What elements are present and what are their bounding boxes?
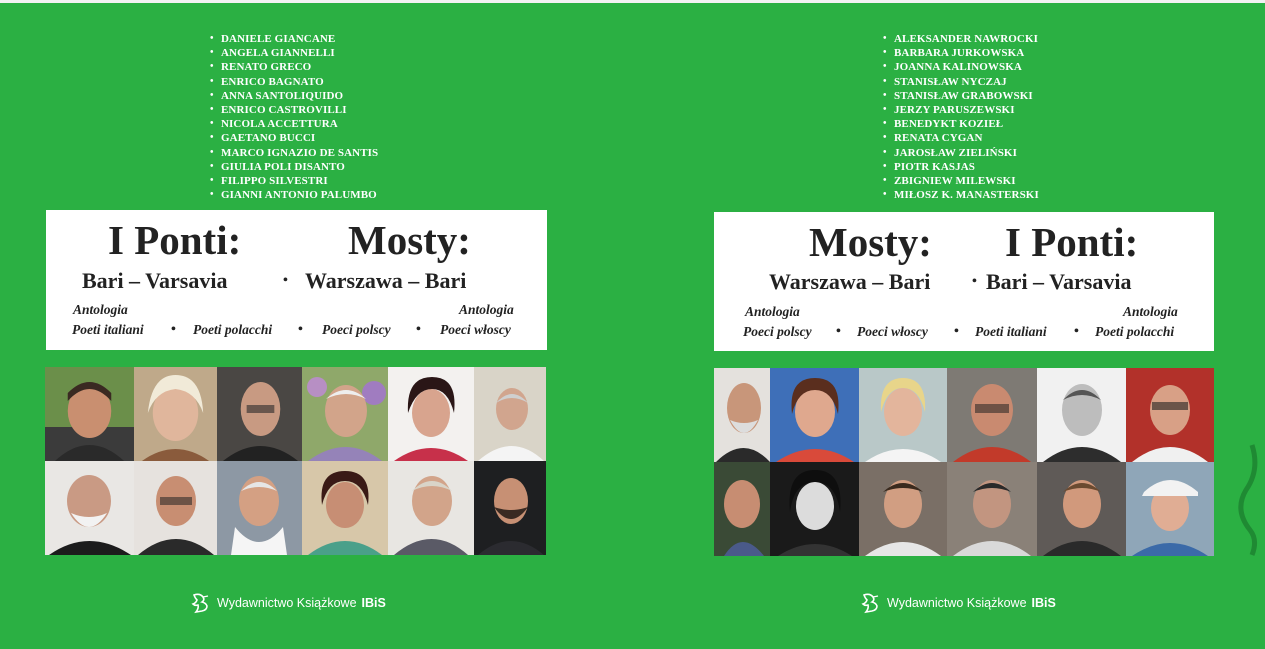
- author-name: • FILIPPO SILVESTRI: [210, 174, 378, 188]
- author-photo: [1126, 368, 1214, 462]
- book-title-italian: I Ponti:: [108, 217, 242, 263]
- author-photo: [859, 462, 947, 556]
- subtitle-poeti-italiani: Poeti italiani: [72, 322, 144, 337]
- author-name: • ZBIGNIEW MILEWSKI: [883, 174, 1039, 188]
- publisher-brand: IBiS: [361, 596, 386, 610]
- author-name: • MARCO IGNAZIO DE SANTIS: [210, 146, 378, 160]
- author-photo: [388, 367, 474, 461]
- author-name: • DANIELE GIANCANE: [210, 32, 378, 46]
- author-name: • RENATA CYGAN: [883, 131, 1039, 145]
- separator-dot: •: [954, 324, 959, 339]
- author-photo: [474, 367, 546, 461]
- author-photo: [45, 367, 134, 461]
- author-photo: [859, 368, 947, 462]
- author-name: • ENRICO BAGNATO: [210, 75, 378, 89]
- book-title-polish: Mosty:: [809, 219, 932, 265]
- author-name: • GIULIA POLI DISANTO: [210, 160, 378, 174]
- ibis-bird-logo-icon: [190, 592, 212, 614]
- author-name: • ENRICO CASTROVILLI: [210, 103, 378, 117]
- author-name: • ANNA SANTOLIQUIDO: [210, 89, 378, 103]
- author-photo-grid: [714, 368, 1214, 556]
- author-name: • NICOLA ACCETTURA: [210, 117, 378, 131]
- ibis-bird-logo-icon: [860, 592, 882, 614]
- antologia-label: Antologia: [1123, 304, 1178, 319]
- author-photo: [45, 461, 134, 555]
- separator-dot: •: [298, 322, 303, 337]
- author-name: • JERZY PARUSZEWSKI: [883, 103, 1039, 117]
- subtitle-poeti-polacchi: Poeti polacchi: [193, 322, 273, 337]
- author-photo: [474, 461, 546, 555]
- author-name: • ANGELA GIANNELLI: [210, 46, 378, 60]
- subtitle-poeti-italiani: Poeti italiani: [975, 324, 1047, 339]
- author-photo: [947, 462, 1037, 556]
- subtitle-poeci-polscy: Poeci polscy: [322, 322, 391, 337]
- author-photo: [714, 462, 770, 556]
- decorative-swirl-icon: [1232, 440, 1262, 560]
- author-photo: [302, 367, 388, 461]
- publisher-name: Wydawnictwo Książkowe: [887, 596, 1027, 610]
- author-photo: [1126, 462, 1214, 556]
- publisher-imprint: [190, 592, 386, 614]
- author-photo: [1037, 368, 1126, 462]
- author-photo: [770, 368, 859, 462]
- author-name: • STANISŁAW NYCZAJ: [883, 75, 1039, 89]
- publisher-name: Wydawnictwo Książkowe: [217, 596, 357, 610]
- route-italian: Bari – Varsavia: [82, 268, 228, 293]
- author-photo: [134, 461, 217, 555]
- separator-dot: •: [836, 324, 841, 339]
- subtitle-poeci-polscy: Poeci polscy: [743, 324, 812, 339]
- title-box: [714, 212, 1214, 351]
- author-name: • GAETANO BUCCI: [210, 131, 378, 145]
- author-photo: [1037, 462, 1126, 556]
- route-polish: Warszawa – Bari: [305, 268, 467, 293]
- book-title-polish: Mosty:: [348, 217, 471, 263]
- author-name: • GIANNI ANTONIO PALUMBO: [210, 188, 378, 202]
- author-name: • RENATO GRECO: [210, 60, 378, 74]
- separator-dot: •: [171, 322, 176, 337]
- author-photo: [217, 461, 302, 555]
- author-name: • STANISŁAW GRABOWSKI: [883, 89, 1039, 103]
- title-box: [46, 210, 547, 350]
- publisher-brand: IBiS: [1031, 596, 1056, 610]
- subtitle-poeti-polacchi: Poeti polacchi: [1095, 324, 1175, 339]
- author-photo: [770, 462, 859, 556]
- author-photo: [302, 461, 388, 555]
- author-photo-grid: [45, 367, 546, 555]
- subtitle-poeci-wloscy: Poeci włoscy: [857, 324, 928, 339]
- antologia-label: Antologia: [73, 302, 128, 317]
- author-name: • BENEDYKT KOZIEŁ: [883, 117, 1039, 131]
- right-cover: [632, 0, 1265, 649]
- subtitle-poeci-wloscy: Poeci włoscy: [440, 322, 511, 337]
- author-name: • MIŁOSZ K. MANASTERSKI: [883, 188, 1039, 202]
- book-title-italian: I Ponti:: [1005, 219, 1139, 265]
- author-name: • JAROSŁAW ZIELIŃSKI: [883, 146, 1039, 160]
- antologia-label: Antologia: [459, 302, 514, 317]
- separator-dot: •: [972, 274, 977, 289]
- author-list-italian: [210, 32, 378, 202]
- author-photo: [714, 368, 770, 462]
- author-photo: [947, 368, 1037, 462]
- left-cover: [0, 0, 632, 649]
- author-name: • PIOTR KASJAS: [883, 160, 1039, 174]
- author-photo: [217, 367, 302, 461]
- author-name: • JOANNA KALINOWSKA: [883, 60, 1039, 74]
- author-list-polish: [883, 32, 1039, 202]
- author-name: • BARBARA JURKOWSKA: [883, 46, 1039, 60]
- separator-dot: •: [283, 273, 288, 288]
- author-photo: [134, 367, 217, 461]
- author-name: • ALEKSANDER NAWROCKI: [883, 32, 1039, 46]
- author-photo: [388, 461, 474, 555]
- publisher-imprint: [860, 592, 1056, 614]
- route-polish: Warszawa – Bari: [769, 269, 931, 294]
- route-italian: Bari – Varsavia: [986, 269, 1132, 294]
- separator-dot: •: [416, 322, 421, 337]
- antologia-label: Antologia: [745, 304, 800, 319]
- separator-dot: •: [1074, 324, 1079, 339]
